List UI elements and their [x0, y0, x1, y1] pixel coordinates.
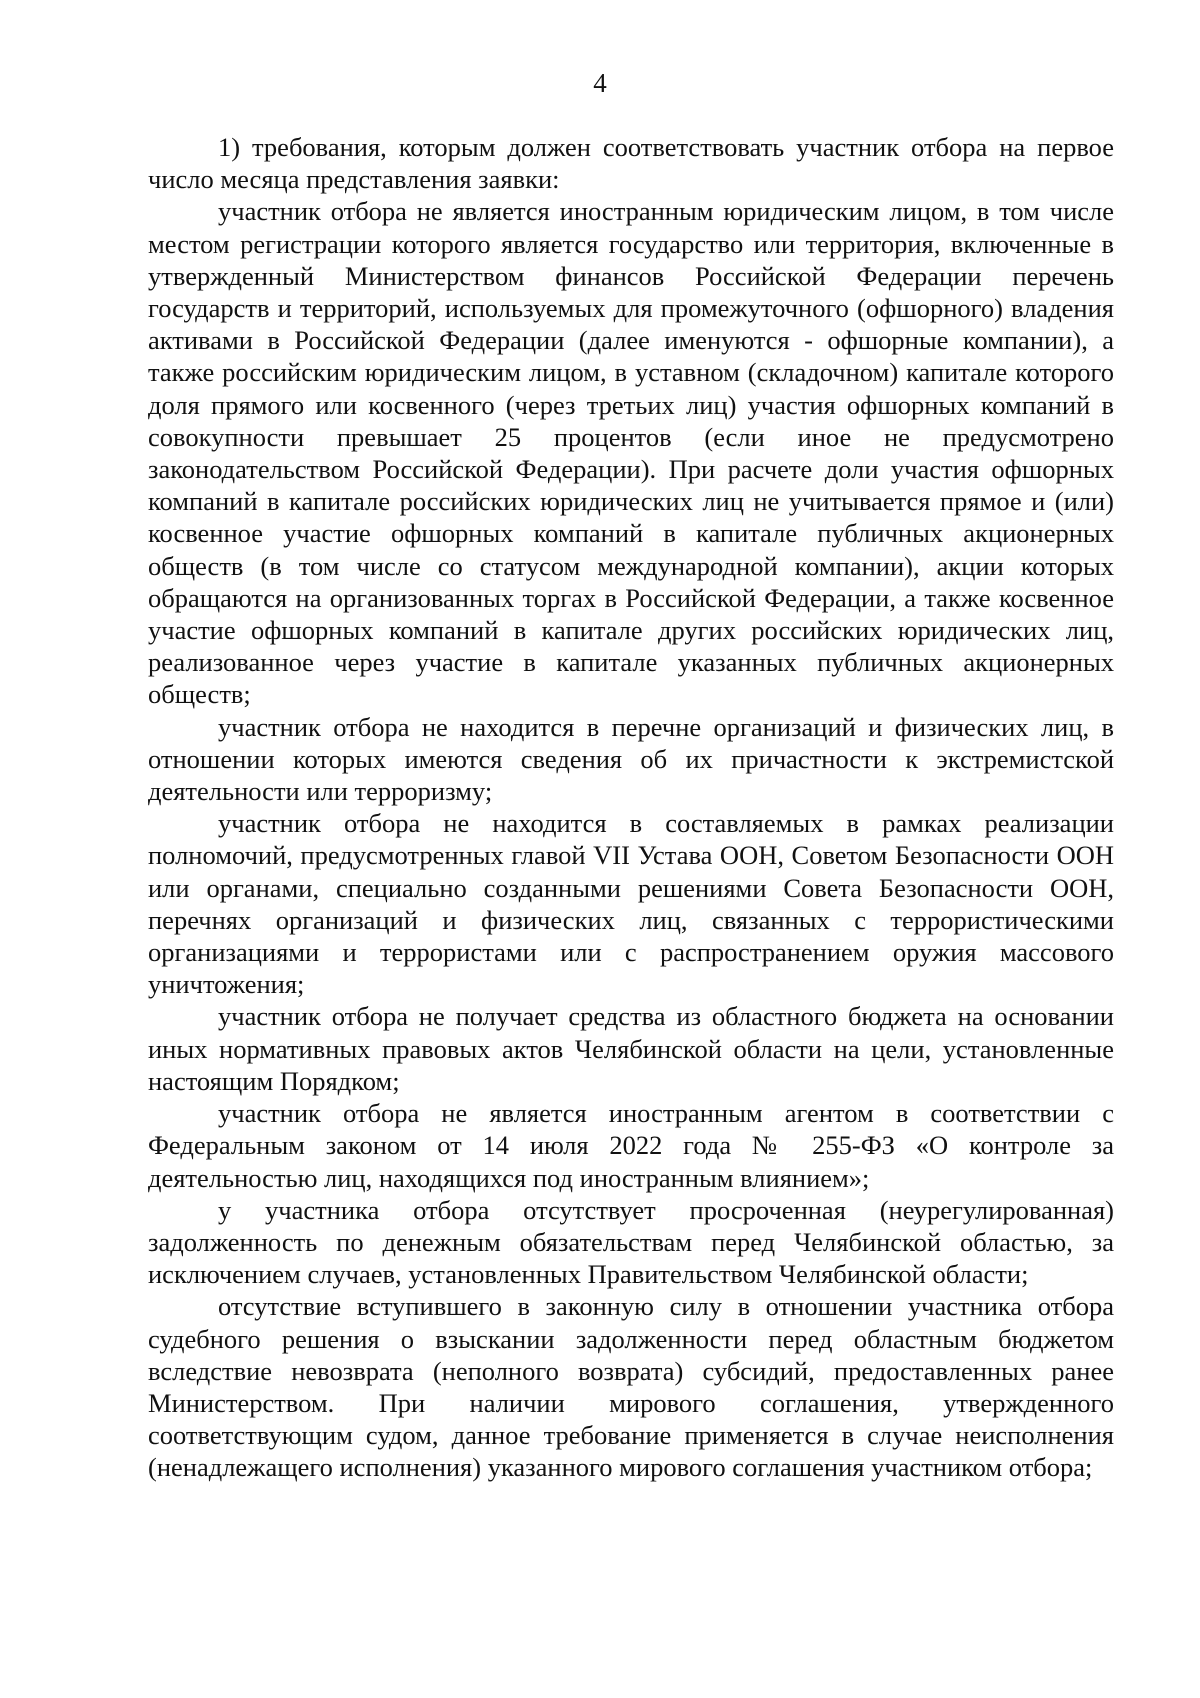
paragraph-regional-budget-funds: участник отбора не получает средства из областного бюджета на основании иных нормативных правовых актов Челябинской области на цели, установленные настоящим Порядком;: [148, 1001, 1114, 1096]
paragraph-overdue-debt: у участника отбора отсутствует просроченная (неурегулированная) задолженность по денежным обязательствам перед Челябинской областью, за исключением случаев, установленных Правительством Челябинской области;: [148, 1194, 1114, 1290]
paragraph-un-security-council: участник отбора не находится в составляемых в рамках реализации полномочий, предусмотренных главой VII Устава ООН, Советом Безопасности ООН или органами, специально созданными решениями Совета Безопасности ООН, перечнях организаций и физических лиц, связанных с террористическими организациями и террористами или с распространением оружия массового уничтожения;: [148, 808, 1114, 1000]
paragraph-offshore-companies: участник отбора не является иностранным юридическим лицом, в том числе местом регистрации которого является государство или территория, включенные в утвержденный Министерством финансов Российской Федерации перечень государств и территорий, используемых для промежуточного (офшорного) владения активами в Российской Федерации (далее именуются - офшорные компании), а также российским юридическим лицом, в уставном (складочном) капитале которого доля прямого или косвенного (через третьих лиц) участия офшорных компаний в совокупности превышает 25 процентов (если иное не предусмотрено законодательством Российской Федерации). При расчете доли участия офшорных компаний в капитале российских юридических лиц не учитывается прямое и (или) косвенное участие офшорных компаний в капитале публичных акционерных обществ (в том числе со статусом международной компании), акции которых обращаются на организованных торгах в Российской Федерации, а также косвенное участие офшорных компаний в капитале других российских юридических лиц, реализованное через участие в капитале указанных публичных акционерных обществ;: [148, 196, 1114, 710]
paragraph-requirements-intro: 1) требования, которым должен соответствовать участник отбора на первое число месяца представления заявки:: [148, 132, 1114, 195]
paragraph-extremism-list: участник отбора не находится в перечне организаций и физических лиц, в отношении которых имеются сведения об их причастности к экстремистской деятельности или терроризму;: [148, 711, 1114, 807]
page-number: 4: [593, 68, 607, 98]
paragraph-court-decision: отсутствие вступившего в законную силу в отношении участника отбора судебного решения о взыскании задолженности перед областным бюджетом вследствие невозврата (неполного возврата) субсидий, предоставленных ранее Министерством. При наличии мирового соглашения, утвержденного соответствующим судом, данное требование применяется в случае неисполнения (ненадлежащего исполнения) указанного мирового соглашения участником отбора;: [148, 1291, 1114, 1483]
paragraph-foreign-agent: участник отбора не является иностранным агентом в соответствии с Федеральным законом от 14 июля 2022 года № 255-ФЗ «О контроле за деятельностью лиц, находящихся под иностранным влиянием»;: [148, 1098, 1114, 1193]
document-body: [148, 131, 1114, 1484]
